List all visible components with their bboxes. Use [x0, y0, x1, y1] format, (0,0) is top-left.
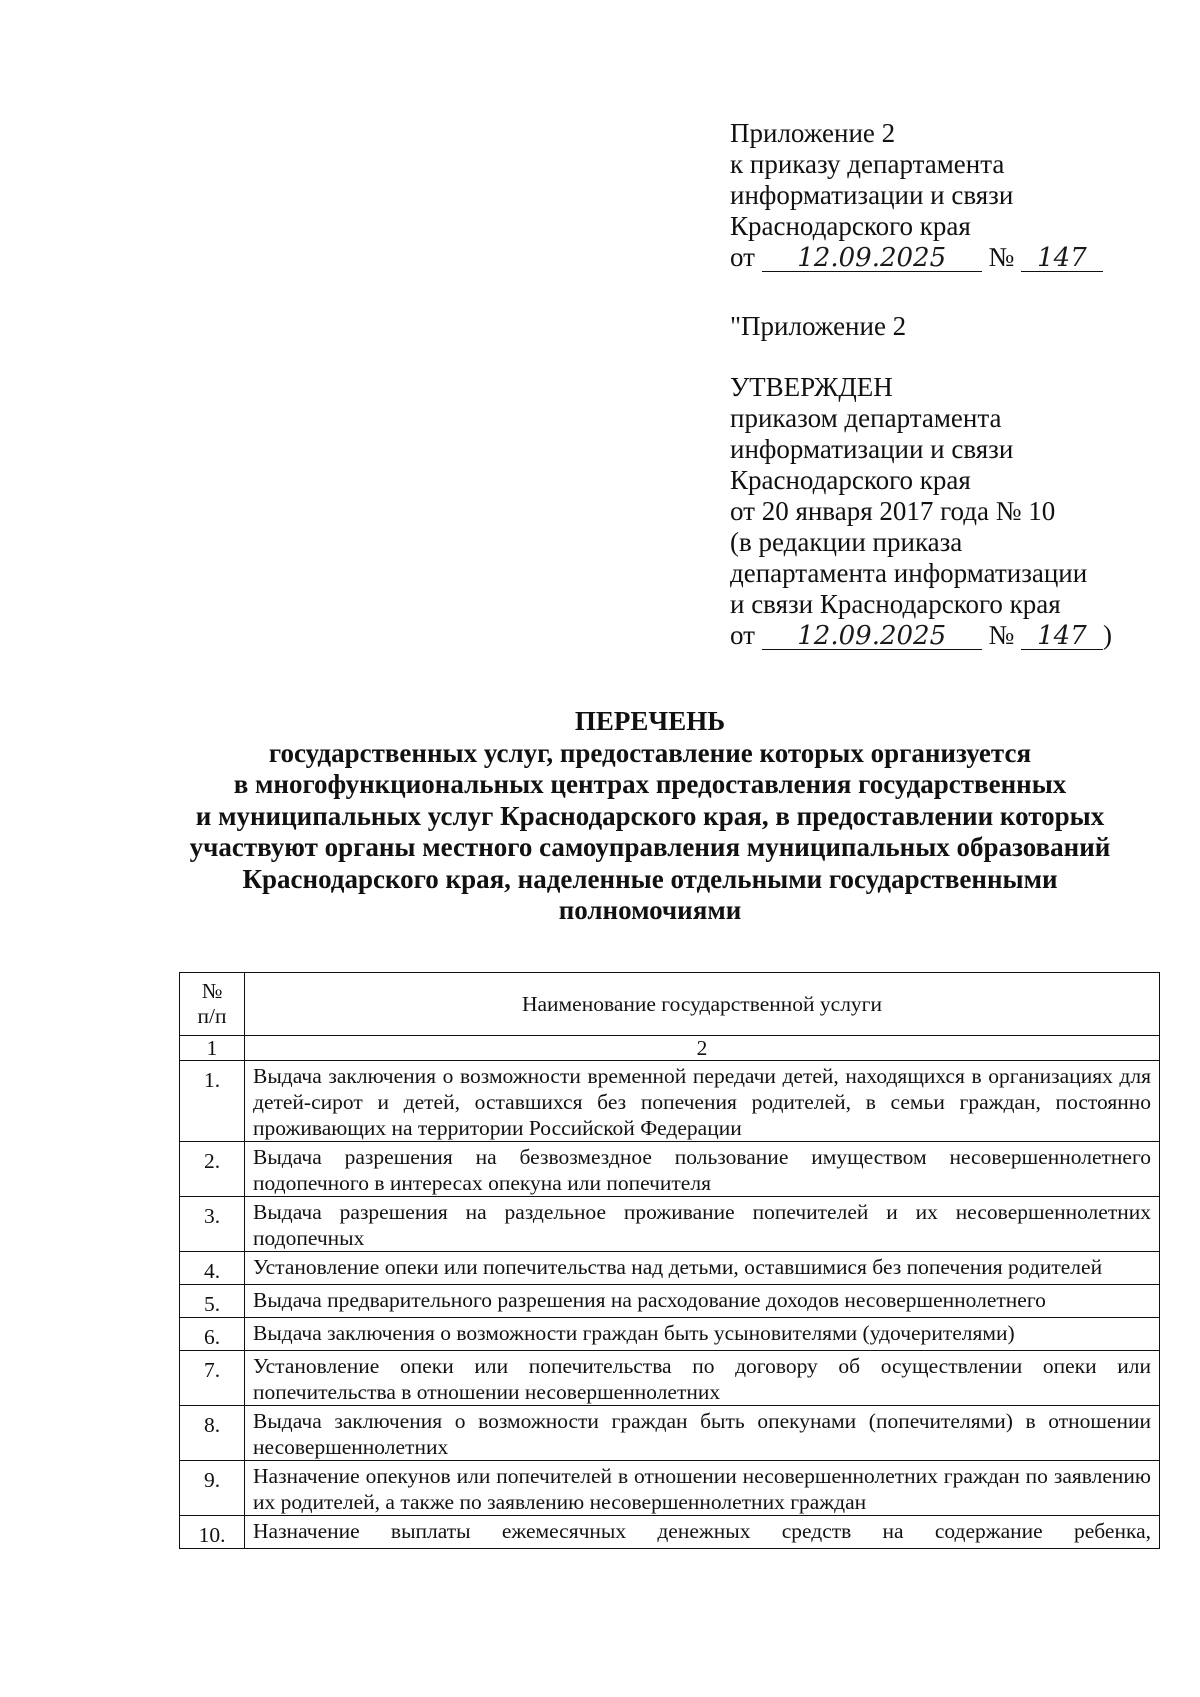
handwritten-date: 12.09.2025	[762, 245, 982, 272]
table-row	[180, 1351, 1160, 1406]
row-num: 6.	[180, 1318, 245, 1351]
row-text: Выдача заключения о возможности граждан быть усыновителями (удочерителями)	[245, 1318, 1160, 1351]
row-text: Установление опеки или попечительства по договору об осуществлении опеки или попечительства в отношении несовершеннолетних	[245, 1351, 1160, 1406]
column-index-row	[180, 1036, 1160, 1061]
appendix-header	[730, 118, 1150, 651]
number-label: №	[988, 242, 1015, 272]
approved-label: УТВЕРЖДЕН	[730, 372, 893, 402]
row-num: 10.	[180, 1516, 245, 1549]
table-row	[180, 1406, 1160, 1461]
appendix-date-line	[730, 242, 1150, 273]
closing-paren: )	[1102, 620, 1112, 650]
appendix-line: к приказу департамента	[730, 149, 1005, 179]
row-text: Установление опеки или попечительства над детьми, оставшимися без попечения родителей	[245, 1252, 1160, 1285]
table-row	[180, 1197, 1160, 1252]
from-label: от	[730, 620, 755, 650]
row-text: Назначение опекунов или попечителей в отношении несовершеннолетних граждан по заявлению их родителей, а также по заявлению несовершеннолетних граждан	[245, 1461, 1160, 1516]
appendix-line: Приложение 2	[730, 118, 896, 148]
document-title	[150, 706, 1150, 927]
row-num: 9.	[180, 1461, 245, 1516]
row-text: Выдача разрешения на безвозмездное пользование имуществом несовершеннолетнего подопечного в интересах опекуна или попечителя	[245, 1142, 1160, 1197]
header-num: № п/п	[180, 973, 245, 1036]
title-line: участвуют органы местного самоуправления муниципальных образований	[189, 832, 1111, 862]
title-line: государственных услуг, предоставление которых организуется	[268, 737, 1032, 768]
approval-line: департамента информатизации	[730, 558, 1088, 588]
handwritten-number: 147	[1021, 623, 1103, 650]
column-index-num: 1	[180, 1036, 245, 1061]
table-row	[180, 1252, 1160, 1285]
row-text: Выдача разрешения на раздельное проживание попечителей и их несовершеннолетних подопечных	[245, 1197, 1160, 1252]
services-table	[179, 972, 1160, 1549]
table-row	[180, 1061, 1160, 1142]
row-text: Выдача предварительного разрешения на расходование доходов несовершеннолетнего	[245, 1285, 1160, 1318]
approval-line: приказом департамента	[730, 403, 1002, 433]
table-row	[180, 1285, 1160, 1318]
approval-line: (в редакции приказа	[730, 527, 963, 557]
approval-line: информатизации и связи	[730, 434, 1014, 464]
approval-appendix-title: "Приложение 2	[730, 311, 907, 341]
title-line: и муниципальных услуг Краснодарского края, в предоставлении которых	[195, 800, 1105, 831]
table-row	[180, 1516, 1160, 1549]
row-num: 5.	[180, 1285, 245, 1318]
handwritten-number: 147	[1021, 245, 1103, 272]
row-text: Выдача заключения о возможности граждан быть опекунами (попечителями) в отношении несовершеннолетних	[245, 1406, 1160, 1461]
row-num: 8.	[180, 1406, 245, 1461]
title-heading: ПЕРЕЧЕНЬ	[574, 706, 726, 736]
header-name: Наименование государственной услуги	[245, 973, 1160, 1036]
row-num: 3.	[180, 1197, 245, 1252]
row-num: 4.	[180, 1252, 245, 1285]
title-line: в многофункциональных центрах предоставления государственных	[233, 769, 1067, 799]
approval-line: от 20 января 2017 года № 10	[730, 496, 1056, 526]
row-num: 2.	[180, 1142, 245, 1197]
row-num: 1.	[180, 1061, 245, 1142]
appendix-line: информатизации и связи	[730, 180, 1014, 210]
row-text: Назначение выплаты ежемесячных денежных средств на содержание ребенка,	[245, 1516, 1160, 1549]
table-row	[180, 1318, 1160, 1351]
number-label: №	[988, 620, 1015, 650]
column-index-name: 2	[245, 1036, 1160, 1061]
appendix-line: Краснодарского края	[730, 211, 971, 241]
table-row	[180, 1461, 1160, 1516]
table-header-row	[180, 973, 1160, 1036]
row-num: 7.	[180, 1351, 245, 1406]
approval-line: и связи Краснодарского края	[730, 589, 1061, 619]
table-row	[180, 1142, 1160, 1197]
approval-line: Краснодарского края	[730, 465, 971, 495]
handwritten-date: 12.09.2025	[762, 623, 982, 650]
title-line: полномочиями	[558, 895, 742, 925]
approval-date-line	[730, 620, 1150, 651]
from-label: от	[730, 242, 755, 272]
row-text: Выдача заключения о возможности временной передачи детей, находящихся в организациях для детей-сирот и детей, оставшихся без попечения родителей, в семьи граждан, постоянно проживающих на территории Российской Федерации	[245, 1061, 1160, 1142]
title-line: Краснодарского края, наделенные отдельными государственными	[242, 863, 1058, 894]
